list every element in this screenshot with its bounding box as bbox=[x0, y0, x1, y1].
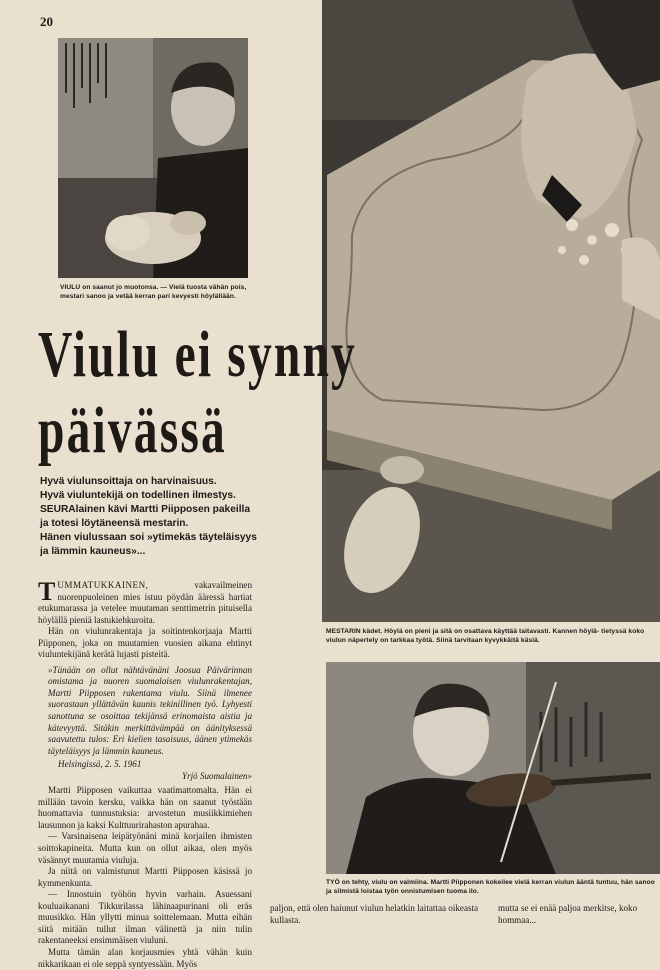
paragraph: Ja niitä on valmistunut Martti Piipposen käsissä jo kymmenkunta. bbox=[38, 866, 252, 888]
drop-cap: T bbox=[38, 577, 56, 606]
caption-lead: MESTARIN bbox=[326, 628, 361, 635]
snippet-text: mutta se ei enää paljoa merkitse, koko hommaa... bbox=[498, 903, 638, 925]
paragraph: Hän on viulunrakentaja ja soitintenkorjaaja Martti Piipponen, joka on muutamien vuosien aikana ehtinyt viuluntekijänä kerätä lujasti pisteitä. bbox=[38, 626, 252, 660]
deck-line: ja lämmin kauneus»... bbox=[40, 546, 146, 558]
article-body bbox=[38, 577, 252, 970]
paragraph: — Innostuin työhön hyvin varhain. Asuessani kouluaikanani Tikkurilassa lähinaapurinani oli eräs muusikko. Hän yllytti minua soittelemaan. Mutta eihän siitä mitään tullut ilman välinettä ja niin tulin rakentaneeksi ensimmäisen viuluni. bbox=[38, 889, 252, 946]
deck-line: Hänen viulussaan soi »ytimekäs täyteläisyys bbox=[40, 532, 257, 544]
caption-lead: TYÖ bbox=[326, 879, 340, 886]
violinist-photo-caption bbox=[326, 879, 660, 896]
next-column-snippet-mid bbox=[270, 903, 500, 926]
deck-line: Hyvä viulunsoittaja on harvinaisuus. bbox=[40, 476, 217, 487]
hands-photo-caption bbox=[326, 628, 660, 645]
carving-hands-photo bbox=[322, 0, 660, 622]
quote: »Tänään on ollut nähtävänäni Joosua Päivärinnan omistama ja nuoren suomalaisen viulunrakentajan, Martti Piipposen rakentama viulu. Siinä ilmenee suorastaan yllättävän kaunis tekinillinen työ. Lyhyesti sanottuna se osoittaa tekijänsä erinomaista aistia ja kätevyyttä. Sitäkin merkittävämpää on äänityksessä saavutettu tulos: Eri kielien tasaisuus, äänen ytimekäs täyteläisyys ja lämmin kauneus. bbox=[48, 664, 252, 756]
snippet-text: paljon, että olen haiunut viulun helatkin laitattaa oikeasta kullasta. bbox=[270, 903, 479, 925]
violinist-photo bbox=[326, 662, 660, 874]
deck-line: ja totesi löytäneensä mestarin. bbox=[40, 518, 189, 530]
caption-lead: VIULU bbox=[60, 284, 81, 291]
dateline: Helsingissä, 2. 5. 1961 bbox=[58, 759, 142, 770]
signature: Yrjö Suomalainen» bbox=[182, 770, 252, 781]
article-deck bbox=[40, 475, 330, 559]
paragraph: Martti Piipposen vaikuttaa vaatimattomalta. Hän ei millään tavoin kersku, vaikka hän on saanut työstään huomattavia tunnustuksia: arvostetun musiikkimiehen lausunnon ja kaksi Kulttuurirahaston apurahaa. bbox=[38, 785, 252, 830]
paragraph: Mutta tämän alan korjausmies yhtä vähän kuin nikkarikaan ei ole seppä syntyessään. Myös bbox=[38, 946, 252, 969]
deck-line: Hyvä viuluntekijä on todellinen ilmestys. bbox=[40, 490, 236, 502]
top-photo-caption bbox=[60, 284, 252, 301]
headline-line-2: päivässä bbox=[38, 394, 227, 467]
headline-line-1: Viulu ei synny bbox=[38, 318, 357, 391]
paragraph: vakavailmeinen nuorenpuoleinen mies istuu pöydän ääressä hartiat etukumarassa ja vetelee muutaman senttimetrin pituisella höylällä pieniä lastukiehkuroita. bbox=[38, 580, 252, 625]
caption-text: on tehty, viulu on valmiina. Martti Piipponen kokeilee vielä kerran viulun ääntä tuntuu, hän sanoo ja silmistä loistaa työn onnistumisen tuoma ilo. bbox=[326, 879, 655, 895]
page-number: 20 bbox=[40, 14, 53, 29]
deck-line: SEURAlainen kävi Martti Piipposen pakeilla bbox=[40, 504, 251, 516]
lead-caps: UMMATUKKAINEN, bbox=[57, 580, 149, 590]
caption-text: on saanut jo muotonsa. — Vielä tuosta vähän pois, mestari sanoo ja vetää kerran pari kevyesti höylällään. bbox=[60, 284, 247, 300]
caption-text: kädet. Höylä on pieni ja sitä on osattava käyttää taitavasti. Kannen höylä- tietyssä koko viulun näpertely on tarkkaa työtä. Siinä tarvitaan kyvykkäitä käsiä. bbox=[326, 628, 645, 644]
paragraph: — Varsinaisena leipätyönäni minä korjailen ihmisten soittokapineita. Mutta kun on ollut aikaa, olen myös väsännyt muutamia viuluja. bbox=[38, 831, 252, 865]
next-column-snippet-right bbox=[498, 903, 660, 926]
violin-shaping-photo bbox=[58, 38, 248, 278]
